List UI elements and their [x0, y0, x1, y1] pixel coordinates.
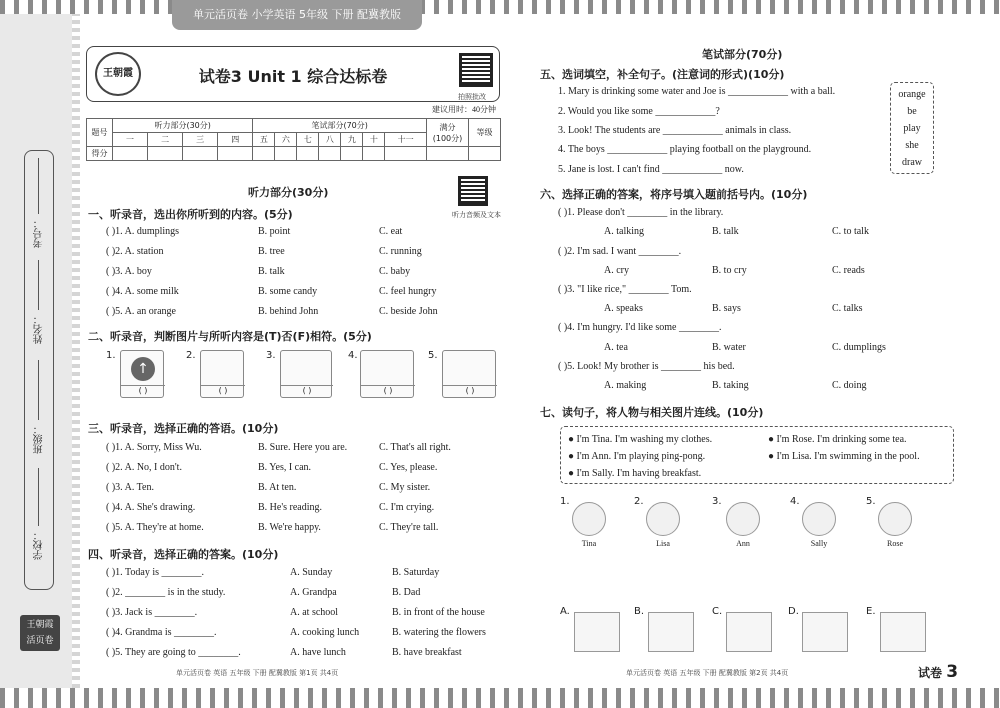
option-c: C. dumplings	[832, 342, 886, 353]
brand-seal: 王朝霞	[95, 52, 141, 96]
section-3-heading: 三、听录音，选择正确的答语。(10分)	[88, 422, 279, 435]
kid-avatar	[878, 502, 912, 536]
wavy-edge	[72, 0, 80, 708]
s3-row: ( )3. A. Ten.	[106, 482, 154, 493]
s5-row: 5. Jane is lost. I can't find ____________ now.	[558, 164, 744, 175]
picture-ping-pong	[574, 612, 620, 652]
s1-row: ( )1. A. dumplings	[106, 226, 180, 237]
s6-question: ( )4. I'm hungry. I'd like some ________.	[558, 322, 722, 333]
up-arrow-icon: ↑	[131, 357, 155, 381]
word: play	[903, 123, 921, 134]
kid-name: Lisa	[656, 539, 670, 548]
option-c: C. They're tall.	[379, 522, 439, 533]
listening-heading: 听力部分(30分)	[248, 186, 329, 199]
header-tab: 单元活页卷 小学英语 5年级 下册 配冀教版	[172, 0, 422, 30]
footer-left: 单元活页卷 英语 五年级 下册 配冀教版 第1页 共4页	[176, 669, 339, 677]
sentence: ● I'm Lisa. I'm swimming in the pool.	[768, 451, 920, 462]
line	[38, 468, 39, 526]
picture-number: 2.	[186, 350, 196, 361]
s1-row: ( )5. A. an orange	[106, 306, 176, 317]
kid-number: 4.	[790, 496, 800, 507]
kid-number: 5.	[866, 496, 876, 507]
option-c: C. beside John	[379, 306, 438, 317]
s3-row: ( )5. A. They're at home.	[106, 522, 204, 533]
picture-card-family	[280, 350, 332, 398]
picture-label: D.	[788, 606, 799, 617]
picture-card-desk	[200, 350, 244, 398]
qr-caption: 听力音频及文本	[452, 211, 501, 219]
option-c: C. My sister.	[379, 482, 431, 493]
s1-row: ( )3. A. boy	[106, 266, 152, 277]
picture-tea	[648, 612, 694, 652]
exam-number-label: 考号：	[34, 218, 45, 248]
time-suggestion: 建议用时：40分钟	[432, 105, 496, 114]
s1-row: ( )4. A. some milk	[106, 286, 179, 297]
option-b: B. in front of the house	[392, 607, 485, 618]
option-b: B. taking	[712, 380, 749, 391]
top-stripe-bar	[0, 0, 1000, 14]
s1-row: ( )2. A. station	[106, 246, 164, 257]
picture-label: B.	[634, 606, 645, 617]
picture-number: 3.	[266, 350, 276, 361]
option-a: A. speaks	[604, 303, 643, 314]
kid-avatar	[726, 502, 760, 536]
kid-avatar	[572, 502, 606, 536]
option-c: C. running	[379, 246, 422, 257]
kid-avatar	[802, 502, 836, 536]
picture-washing	[802, 612, 848, 652]
option-c: C. Yes, please.	[379, 462, 438, 473]
kid-name: Sally	[810, 539, 828, 548]
s4-row: ( )3. Jack is ________.	[106, 607, 198, 618]
option-b: B. behind John	[258, 306, 319, 317]
answer-blank[interactable]: ( )	[121, 385, 165, 397]
picture-number: 4.	[348, 350, 358, 361]
option-c: C. eat	[379, 226, 403, 237]
option-b: B. We're happy.	[258, 522, 321, 533]
answer-blank[interactable]: ( )	[201, 385, 245, 397]
option-b: B. Dad	[392, 587, 421, 598]
option-c: C. reads	[832, 265, 865, 276]
picture-card-arrow	[120, 350, 164, 398]
writing-heading: 笔试部分(70分)	[702, 48, 783, 61]
option-a: A. making	[604, 380, 647, 391]
option-c: C. baby	[379, 266, 411, 277]
line	[38, 260, 39, 310]
option-c: C. That's all right.	[379, 442, 451, 453]
section-6-heading: 六、选择正确的答案，将序号填入题前括号内。(10分)	[540, 188, 808, 201]
full-score: 满分 (100分)	[427, 119, 469, 147]
paper-title: 试卷3 Unit 1 综合达标卷	[198, 67, 388, 86]
option-b: B. talk	[258, 266, 285, 277]
picture-card-plants	[360, 350, 414, 398]
option-a: A. cooking lunch	[290, 627, 360, 638]
option-a: A. have lunch	[290, 647, 346, 658]
s5-row: 3. Look! The students are ____________ animals in class.	[558, 125, 792, 136]
s5-row: 1. Mary is drinking some water and Joe is ____________ with a ball.	[558, 86, 836, 97]
kid-avatar	[646, 502, 680, 536]
answer-blank[interactable]: ( )	[361, 385, 415, 397]
word: be	[907, 106, 917, 117]
student-info-box	[24, 150, 54, 590]
kid-name: Rose	[887, 539, 903, 548]
picture-label: C.	[712, 606, 723, 617]
line	[38, 360, 39, 420]
picture-breakfast	[726, 612, 772, 652]
s3-row: ( )4. A. She's drawing.	[106, 502, 196, 513]
option-c: C. talks	[832, 303, 863, 314]
s6-question: ( )5. Look! My brother is ________ his bed.	[558, 361, 735, 372]
word: draw	[902, 157, 922, 168]
paper-number: 试卷 3	[918, 662, 959, 682]
qr-caption: 拍照批改	[458, 93, 486, 101]
school-label: 学校：	[34, 530, 45, 560]
brand-logo: 王朝霞 活页卷	[20, 615, 60, 651]
kid-name: Tina	[581, 539, 597, 548]
section-4-heading: 四、听录音，选择正确的答案。(10分)	[88, 548, 279, 561]
answer-blank[interactable]: ( )	[281, 385, 333, 397]
option-b: B. some candy	[258, 286, 318, 297]
option-c: C. feel hungry	[379, 286, 437, 297]
section-2-heading: 二、听录音，判断图片与所听内容是(T)否(F)相符。(5分)	[88, 330, 372, 343]
section-7-heading: 七、读句子，将人物与相关图片连线。(10分)	[540, 406, 764, 419]
option-b: B. to cry	[712, 265, 747, 276]
option-c: C. doing	[832, 380, 867, 391]
sentence: ● I'm Tina. I'm washing my clothes.	[568, 434, 713, 445]
class-label: 班级：	[34, 424, 45, 454]
s5-row: 2. Would you like some ____________?	[558, 106, 720, 117]
option-b: B. Yes, I can.	[258, 462, 312, 473]
s5-row: 4. The boys ____________ playing football on the playground.	[558, 144, 812, 155]
option-b: B. He's reading.	[258, 502, 323, 513]
picture-number: 1.	[106, 350, 116, 361]
sentence: ● I'm Sally. I'm having breakfast.	[568, 468, 702, 479]
picture-label: A.	[560, 606, 570, 617]
kid-name: Ann	[736, 539, 750, 548]
picture-card-boy	[442, 350, 496, 398]
option-b: B. talk	[712, 226, 739, 237]
option-b: B. Sure. Here you are.	[258, 442, 348, 453]
kid-number: 1.	[560, 496, 570, 507]
score-table: 题号 听力部分(30分) 笔试部分(70分) 满分 (100分) 等级 一 二 三 四 五 六 七 八 九 十 十一 得分	[86, 118, 501, 161]
option-c: C. to talk	[832, 226, 869, 237]
option-b: B. says	[712, 303, 741, 314]
s3-row: ( )2. A. No, I don't.	[106, 462, 182, 473]
word-bank	[890, 82, 934, 174]
qr-code-icon[interactable]	[458, 176, 488, 206]
bottom-stripe-bar	[0, 688, 1000, 708]
word: orange	[898, 89, 926, 100]
line	[38, 158, 39, 214]
picture-swimming	[880, 612, 926, 652]
kid-number: 3.	[712, 496, 722, 507]
option-a: A. cry	[604, 265, 629, 276]
option-a: A. tea	[604, 342, 628, 353]
option-b: B. At ten.	[258, 482, 297, 493]
picture-label: E.	[866, 606, 876, 617]
option-b: B. watering the flowers	[392, 627, 486, 638]
footer-right: 单元活页卷 英语 五年级 下册 配冀教版 第2页 共4页	[626, 669, 789, 677]
option-a: A. Sunday	[290, 567, 333, 578]
option-b: B. tree	[258, 246, 285, 257]
title-box	[86, 46, 500, 102]
s6-question: ( )1. Please don't ________ in the library.	[558, 207, 724, 218]
kid-number: 2.	[634, 496, 644, 507]
s4-row: ( )1. Today is ________.	[106, 567, 204, 578]
option-a: A. at school	[290, 607, 339, 618]
option-a: A. Grandpa	[290, 587, 337, 598]
qr-code-icon[interactable]	[459, 53, 493, 87]
answer-blank[interactable]: ( )	[443, 385, 497, 397]
option-b: B. point	[258, 226, 291, 237]
option-b: B. Saturday	[392, 567, 440, 578]
s6-question: ( )3. "I like rice," ________ Tom.	[558, 284, 692, 295]
sentence: ● I'm Rose. I'm drinking some tea.	[768, 434, 907, 445]
s3-row: ( )1. A. Sorry, Miss Wu.	[106, 442, 202, 453]
section-5-heading: 五、选词填空，补全句子。(注意词的形式)(10分)	[540, 68, 785, 81]
option-a: A. talking	[604, 226, 644, 237]
option-b: B. have breakfast	[392, 647, 462, 658]
name-label: 姓名：	[34, 314, 45, 344]
s4-row: ( )5. They are going to ________.	[106, 647, 241, 658]
picture-number: 5.	[428, 350, 438, 361]
option-c: C. I'm crying.	[379, 502, 435, 513]
s6-question: ( )2. I'm sad. I want ________.	[558, 246, 682, 257]
option-b: B. water	[712, 342, 746, 353]
section-1-heading: 一、听录音，选出你所听到的内容。(5分)	[88, 208, 293, 221]
sentence: ● I'm Ann. I'm playing ping-pong.	[568, 451, 706, 462]
s4-row: ( )4. Grandma is ________.	[106, 627, 217, 638]
s4-row: ( )2. ________ is in the study.	[106, 587, 226, 598]
word: she	[905, 140, 919, 151]
